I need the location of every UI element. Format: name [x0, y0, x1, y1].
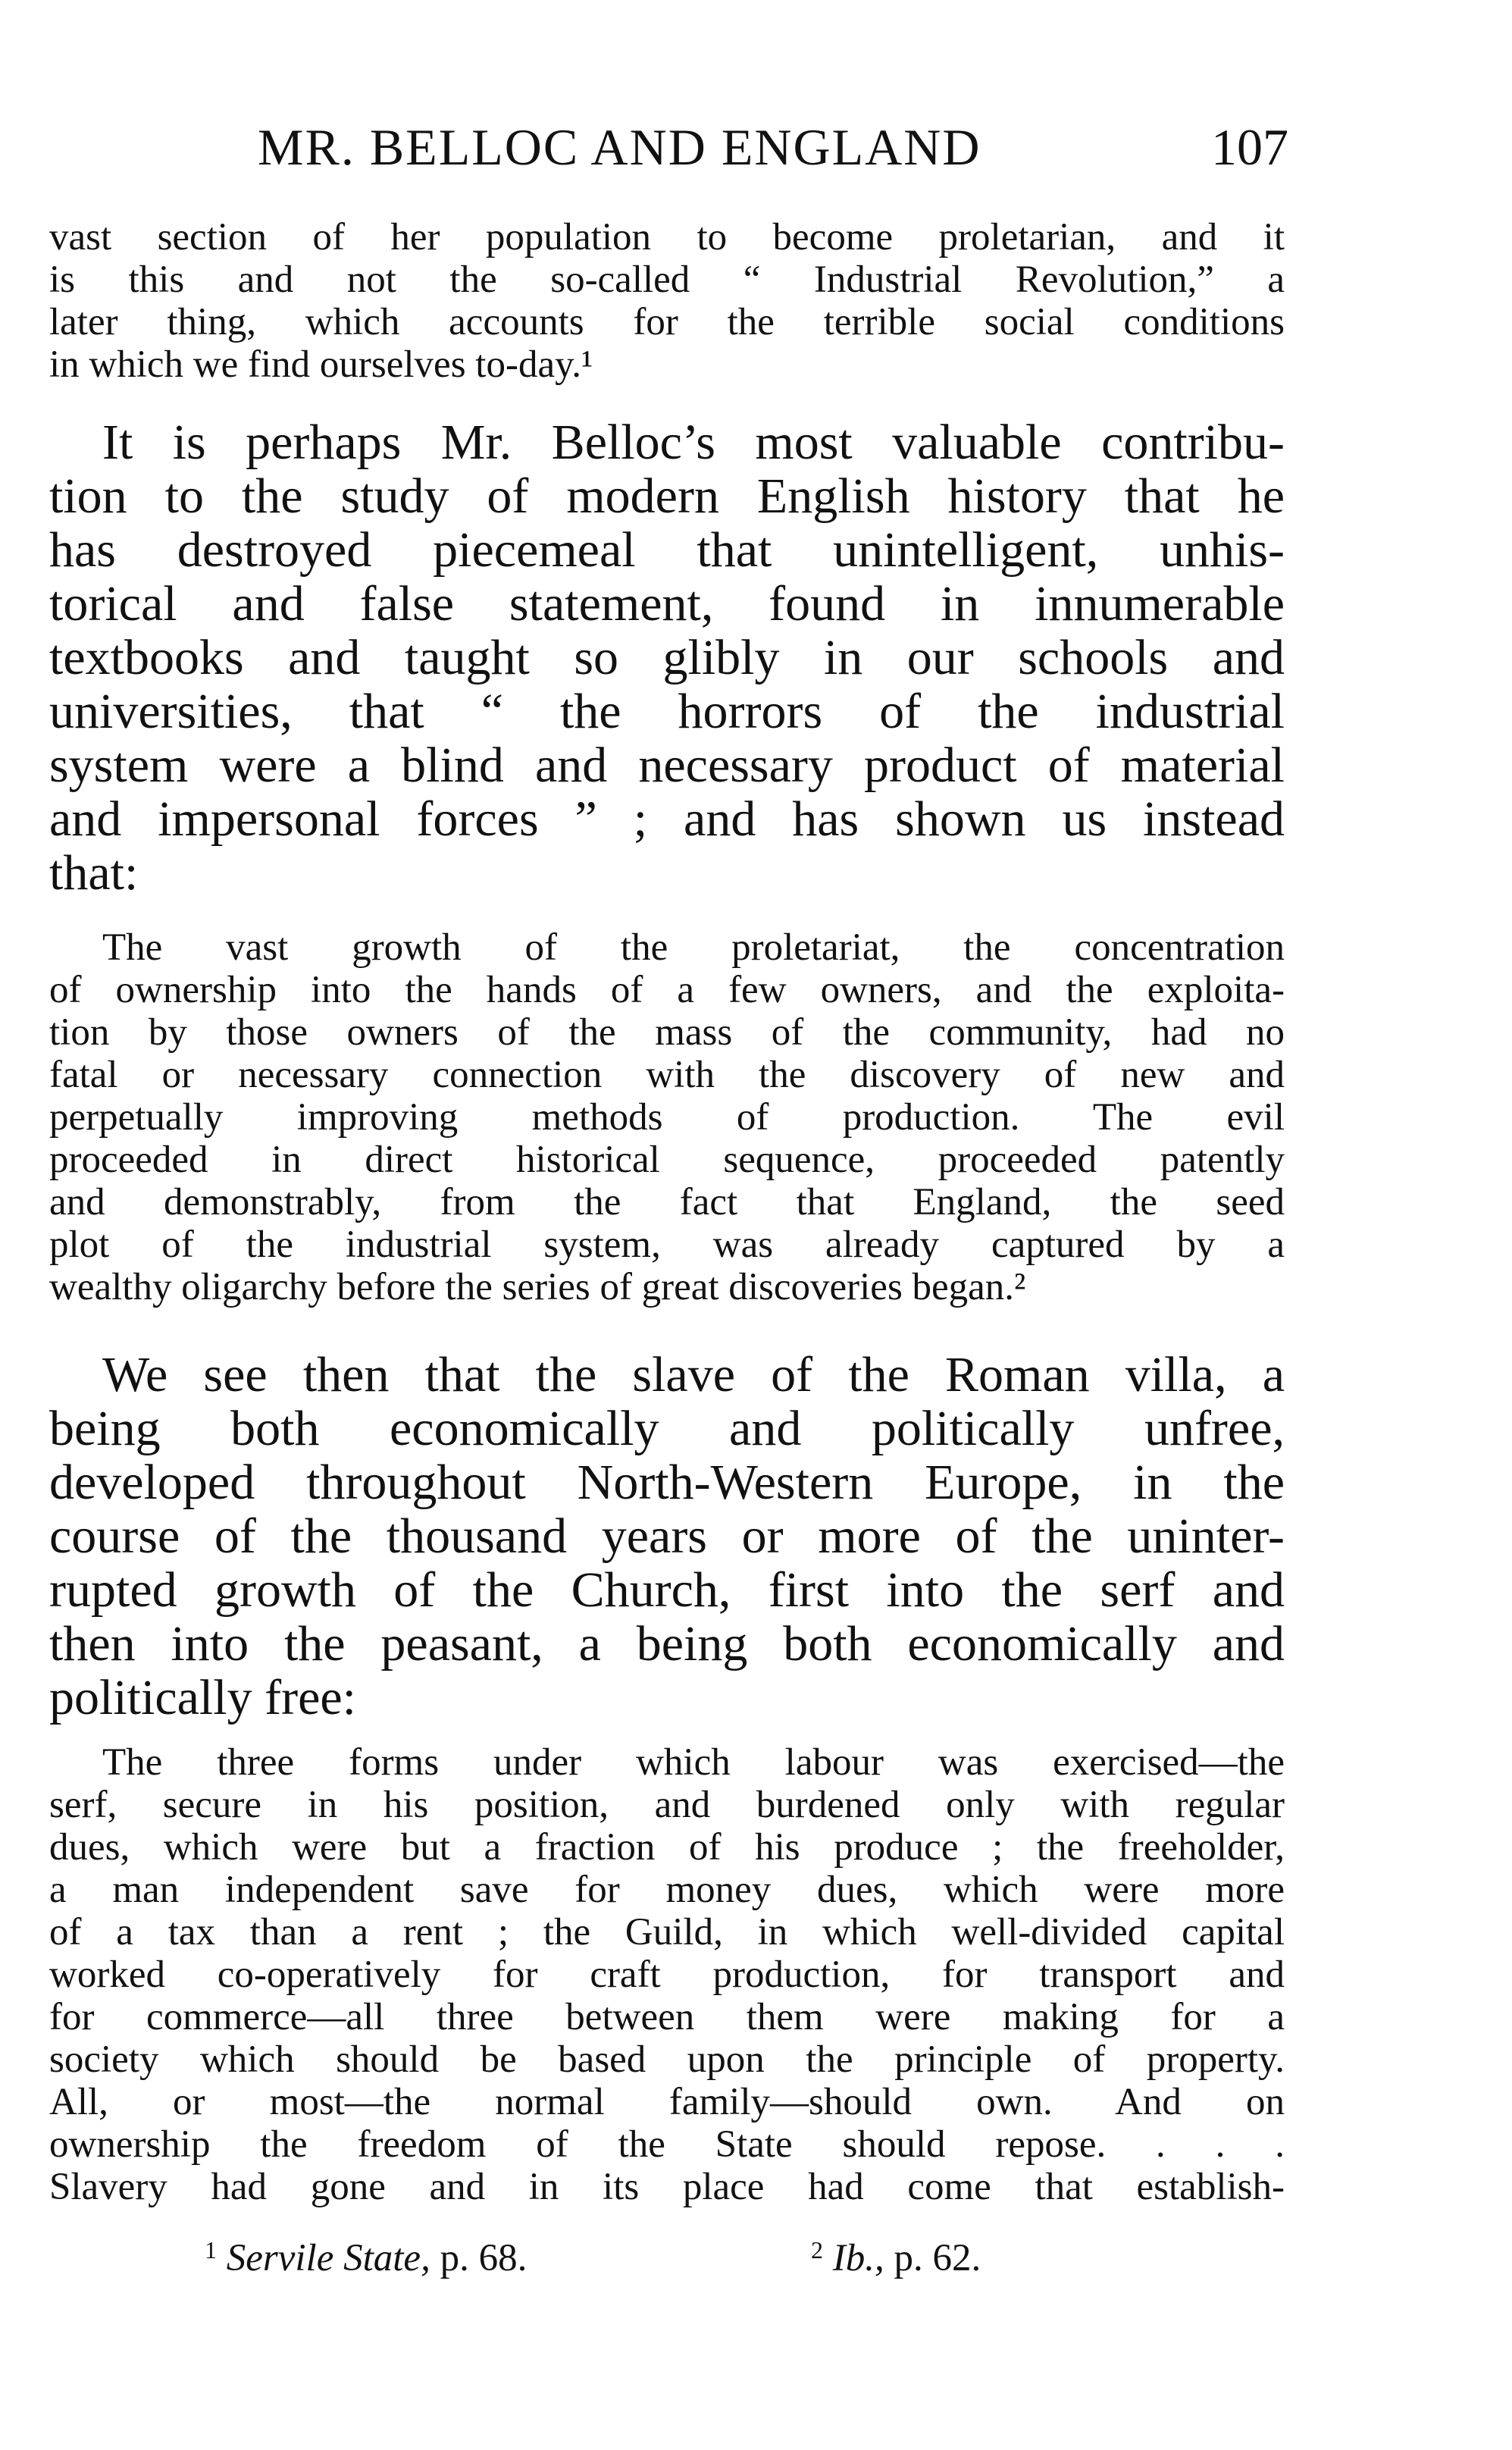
- quote-line: perpetually improving methods of production. The evil: [49, 1096, 1285, 1139]
- footnote-2: [811, 2236, 981, 2280]
- footnote-1: [205, 2236, 527, 2280]
- quote-line: of a tax than a rent ; the Guild, in which well-divided capital: [49, 1911, 1285, 1953]
- text-line: universities, that “ the horrors of the industrial: [49, 684, 1285, 739]
- quote-line: tion by those owners of the mass of the community, had no: [49, 1011, 1285, 1054]
- text-line: course of the thousand years or more of the uninter-: [49, 1509, 1285, 1564]
- text-line: then into the peasant, a being both economically and: [49, 1616, 1285, 1671]
- text-line: later thing, which accounts for the terrible social conditions: [49, 301, 1285, 343]
- quote-line: fatal or necessary connection with the discovery of new and: [49, 1054, 1285, 1096]
- quote-line: serf, secure in his position, and burdened only with regular: [49, 1784, 1285, 1826]
- quote-line: worked co-operatively for craft production, for transport and: [49, 1953, 1285, 1996]
- footnote-page: p. 62.: [894, 2237, 981, 2279]
- block-quote-labour-forms: [49, 1741, 1285, 2208]
- quote-line: and demonstrably, from the fact that England, the seed: [49, 1181, 1285, 1223]
- footnote-title: Servile State,: [226, 2237, 430, 2279]
- paragraph-belloc-contribution: [49, 415, 1285, 900]
- page-number: 107: [1211, 118, 1288, 176]
- text-line: system were a blind and necessary product of material: [49, 738, 1285, 793]
- text-line: has destroyed piecemeal that unintelligent, unhis-: [49, 522, 1285, 578]
- text-line: in which we find ourselves to-day.¹: [49, 343, 593, 386]
- quote-line: a man independent save for money dues, which were more: [49, 1869, 1285, 1911]
- quote-line: wealthy oligarchy before the series of great discoveries began.²: [49, 1266, 1026, 1308]
- text-line: tion to the study of modern English history that he: [49, 468, 1285, 524]
- footnote-page: p. 68.: [440, 2237, 527, 2279]
- footnote-title: Ib.,: [832, 2237, 884, 2279]
- block-quote-proletariat: [49, 926, 1285, 1308]
- footnote-marker: 1: [205, 2236, 217, 2264]
- running-title: MR. BELLOC AND ENGLAND: [258, 118, 981, 176]
- quote-line: The vast growth of the proletariat, the concentration: [102, 926, 1285, 969]
- text-line: being both economically and politically unfree,: [49, 1401, 1285, 1456]
- quote-line: society which should be based upon the principle of property.: [49, 2038, 1285, 2081]
- text-line: and impersonal forces ” ; and has shown us instead: [49, 791, 1285, 847]
- text-line: textbooks and taught so glibly in our schools and: [49, 630, 1285, 685]
- text-line: vast section of her population to become proletarian, and it: [49, 216, 1285, 258]
- text-line: is this and not the so-called “ Industrial Revolution,” a: [49, 258, 1285, 301]
- paragraph-continued: [49, 216, 1285, 386]
- quote-line: for commerce—all three between them were making for a: [49, 1996, 1285, 2038]
- quote-line: The three forms under which labour was exercised—the: [102, 1741, 1285, 1784]
- quote-line: Slavery had gone and in its place had come that establish-: [49, 2166, 1285, 2208]
- text-line: politically free:: [49, 1670, 356, 1725]
- quote-line: plot of the industrial system, was already captured by a: [49, 1223, 1285, 1266]
- quote-line: of ownership into the hands of a few owners, and the exploita-: [49, 969, 1285, 1011]
- page-header: [258, 117, 1288, 186]
- text-line: We see then that the slave of the Roman villa, a: [102, 1347, 1285, 1402]
- text-line: torical and false statement, found in innumerable: [49, 576, 1285, 631]
- quote-line: dues, which were but a fraction of his produce ; the freeholder,: [49, 1826, 1285, 1869]
- text-line: It is perhaps Mr. Belloc’s most valuable contribu-: [102, 415, 1285, 470]
- quote-line: proceeded in direct historical sequence, proceeded patently: [49, 1139, 1285, 1181]
- text-line: developed throughout North-Western Europe, in the: [49, 1455, 1285, 1510]
- text-line: rupted growth of the Church, first into the serf and: [49, 1562, 1285, 1618]
- footnote-marker: 2: [811, 2236, 823, 2264]
- quote-line: ownership the freedom of the State should repose. . . .: [49, 2123, 1285, 2166]
- footnotes: [205, 2236, 1114, 2289]
- text-line: that:: [49, 845, 139, 901]
- paragraph-roman-villa: [49, 1348, 1285, 1725]
- quote-line: All, or most—the normal family—should own. And on: [49, 2081, 1285, 2123]
